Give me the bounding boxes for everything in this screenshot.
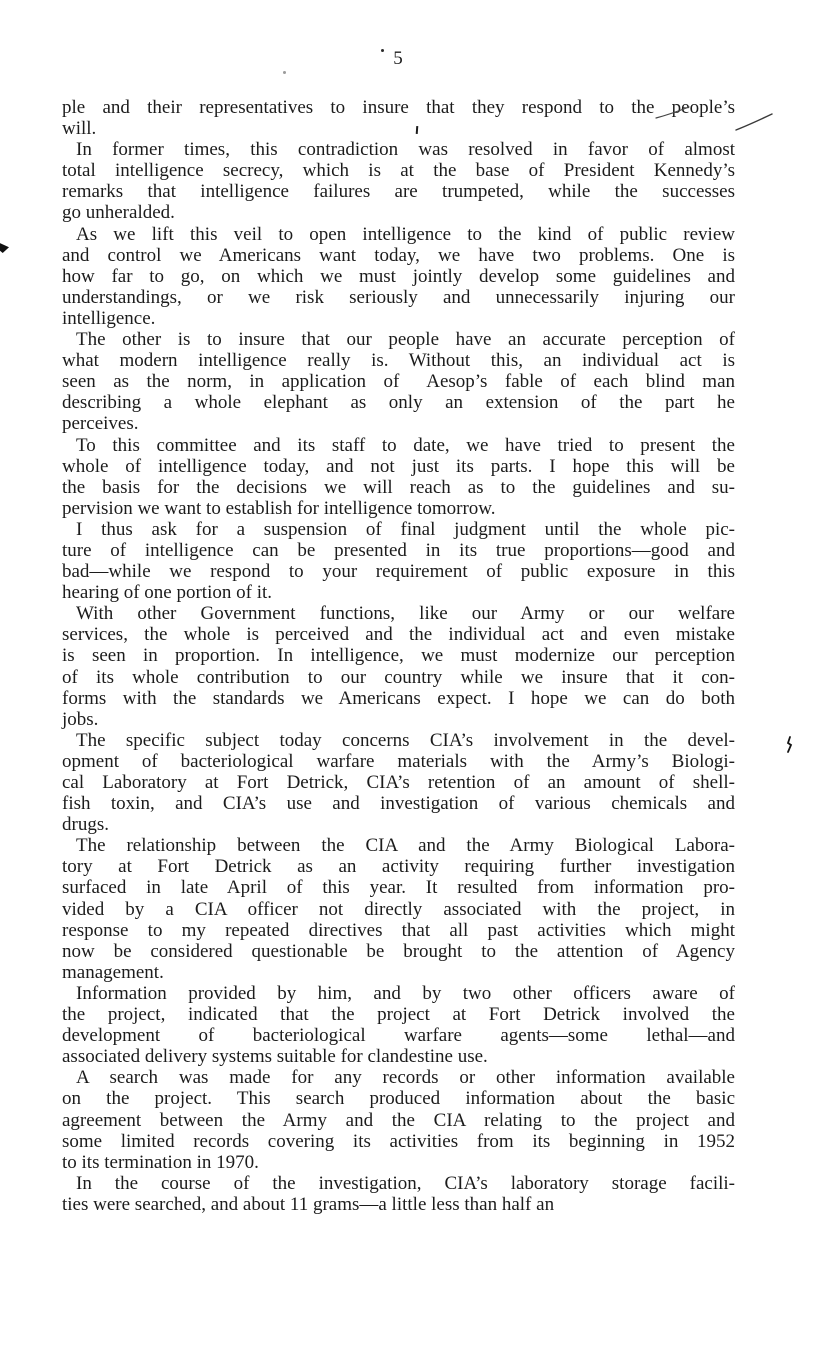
text-line: pervision we want to establish for intelligence tomorrow. (62, 497, 496, 519)
text-line: In former times, this contradiction was resolved in favor of almost (76, 139, 735, 161)
text-line: on the project. This search produced information about the basic (62, 1088, 735, 1110)
page-number: 5 (393, 48, 404, 69)
paragraph (62, 1173, 735, 1215)
text-line: development of bacteriological warfare agents—some lethal—and (62, 1025, 735, 1047)
ink-tick-mark (784, 735, 794, 760)
text-line: some limited records covering its activities from its beginning in 1952 (62, 1130, 735, 1152)
text-line: go unheralded. (62, 202, 175, 224)
paragraph (62, 329, 735, 434)
text-line: drugs. (62, 814, 109, 836)
paragraph (62, 519, 735, 603)
text-line: how far to go, on which we must jointly develop some guidelines and (62, 265, 735, 287)
text-line: With other Government functions, like our Army or our welfare (76, 603, 735, 625)
text-line: Information provided by him, and by two other officers aware of (76, 982, 735, 1004)
text-line: what modern intelligence really is. Without this, an individual act is (62, 350, 735, 372)
text-line: The other is to insure that our people have an accurate perception of (76, 329, 735, 351)
paragraph (62, 1067, 735, 1172)
text-line: surfaced in late April of this year. It resulted from information pro- (62, 877, 735, 899)
text-line: fish toxin, and CIA’s use and investigation of various chemicals and (62, 793, 735, 815)
text-line: In the course of the investigation, CIA’s laboratory storage facili- (76, 1172, 735, 1194)
text-line: services, the whole is perceived and the individual act and even mistake (62, 624, 735, 646)
margin-ink-blob (0, 242, 9, 253)
text-line: the project, indicated that the project at Fort Detrick involved the (62, 1004, 735, 1026)
text-line: associated delivery systems suitable for clandestine use. (62, 1046, 488, 1068)
paragraph (62, 983, 735, 1067)
paragraph (62, 730, 735, 835)
text-line: of its whole contribution to our country while we insure that it con- (62, 666, 735, 688)
text-line: whole of intelligence today, and not just its parts. I hope this will be (62, 455, 735, 477)
text-line: now be considered questionable be brought to the attention of Agency (62, 940, 735, 962)
text-line: response to my repeated directives that all past activities which might (62, 919, 735, 941)
text-line: will. (62, 118, 97, 140)
text-line: ture of intelligence can be presented in its true proportions—good and (62, 539, 735, 561)
text-line: forms with the standards we Americans expect. I hope we can do both (62, 687, 735, 709)
text-line: ties were searched, and about 11 grams—a little less than half an (62, 1193, 555, 1215)
text-line: As we lift this veil to open intelligence to the kind of public review (76, 223, 735, 245)
text-line: To this committee and its staff to date, we have tried to present the (76, 434, 735, 456)
ink-speck (283, 71, 286, 74)
text-line: The specific subject today concerns CIA’s involvement in the devel- (76, 729, 735, 751)
text-line: management. (62, 961, 164, 983)
paragraph (62, 603, 735, 730)
pen-check-mark (735, 112, 775, 137)
text-line: bad—while we respond to your requirement of public exposure in this (62, 561, 735, 583)
text-line: cal Laboratory at Fort Detrick, CIA’s retention of an amount of shell- (62, 772, 735, 793)
text-line: vided by a CIA officer not directly associated with the project, in (62, 898, 735, 920)
pen-flick-mark (655, 106, 691, 125)
text-line: intelligence. (62, 307, 156, 329)
text-line: The relationship between the CIA and the Army Biological Labora- (76, 835, 735, 857)
ink-speck (381, 49, 384, 52)
text-line: I thus ask for a suspension of final judgment until the whole pic- (76, 518, 735, 540)
text-line: hearing of one portion of it. (62, 582, 273, 604)
text-line: the basis for the decisions we will reach as to the guidelines and su- (62, 476, 735, 498)
text-line: agreement between the Army and the CIA relating to the project and (62, 1109, 735, 1131)
text-line: perceives. (62, 413, 139, 435)
paragraph (62, 835, 735, 983)
text-line: is seen in proportion. In intelligence, we must modernize our perception (62, 645, 735, 667)
text-line: tory at Fort Detrick as an activity requiring further investigation (62, 856, 735, 878)
paragraph (62, 435, 735, 519)
text-line: seen as the norm, in application of Aesop’s fable of each blind man (62, 371, 735, 393)
text-line: and control we Americans want today, we have two problems. One is (62, 244, 735, 266)
body-text (62, 97, 735, 1215)
text-line: A search was made for any records or other information available (76, 1067, 735, 1089)
paragraph (62, 139, 735, 223)
paragraph (62, 97, 735, 139)
paragraph (62, 224, 735, 329)
text-line: understandings, or we risk seriously and unnecessarily injuring our (62, 286, 735, 308)
text-line: describing a whole elephant as only an extension of the part he (62, 392, 735, 414)
text-line: opment of bacteriological warfare materials with the Army’s Biologi- (62, 750, 735, 772)
text-line: to its termination in 1970. (62, 1151, 259, 1173)
text-line: jobs. (62, 708, 99, 730)
text-line: total intelligence secrecy, which is at the base of President Kennedy’s (62, 160, 735, 182)
text-line: ple and their representatives to insure that they respond to the people’s (62, 97, 735, 118)
text-line: remarks that intelligence failures are trumpeted, while the successes (62, 181, 735, 203)
